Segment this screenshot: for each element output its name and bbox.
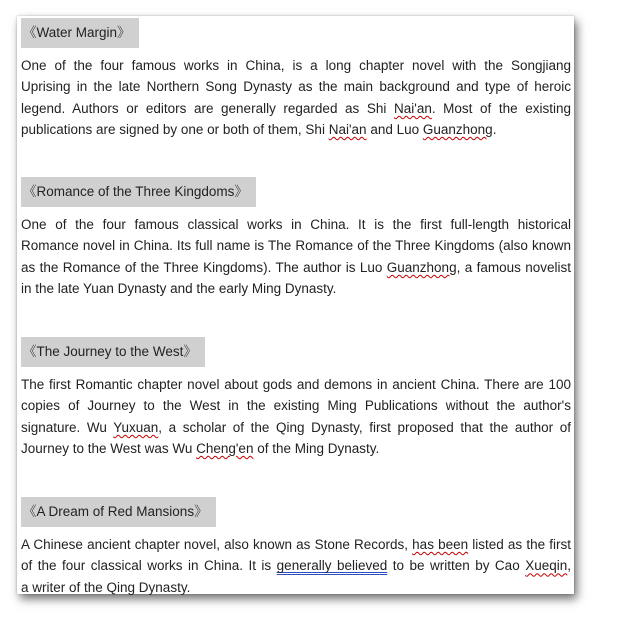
section-heading: 《Romance of the Three Kingdoms》 (21, 177, 256, 207)
paragraph-line: signature. Wu Yuxuan, a scholar of the Qing Dynasty, first proposed that the author of (21, 419, 571, 435)
spellcheck-word[interactable]: Nai'an (393, 100, 432, 116)
paragraph-line: legend. Authors or editors are generally regarded as Shi Nai'an. Most of the existing (21, 100, 571, 116)
section-heading: 《The Journey to the West》 (21, 337, 205, 367)
spellcheck-word[interactable]: has been (412, 537, 469, 552)
spellcheck-word[interactable]: Cheng'en (196, 441, 254, 457)
paragraph-line: Romance novel in China. Its full name is The Romance of the Three Kingdoms (also known (21, 238, 571, 254)
paragraph-line: as the Romance of the Three Kingdoms). The author is Luo Guanzhong, a famous novelist (21, 259, 571, 275)
paragraph-line: One of the four famous classical works in China. It is the first full-length historical (21, 217, 571, 232)
paragraph-line: Uprising in the late Northern Song Dynasty as the main background and type of heroic (21, 79, 571, 95)
paragraph-line: in the late Yuan Dynasty and the early Ming Dynasty. (21, 281, 337, 297)
spellcheck-word[interactable]: Guanzhong (422, 122, 493, 138)
spellcheck-word[interactable]: Nai'an (328, 122, 367, 138)
paragraph-line: publications are signed by one or both of them, Shi Nai'an and Luo Guanzhong. (21, 122, 497, 138)
paragraph-line: The first Romantic chapter novel about gods and demons in ancient China. There are 100 (21, 377, 571, 392)
paragraph-line: Journey to the West was Wu Cheng'en of the Ming Dynasty. (21, 441, 380, 457)
section-red-mansions (21, 497, 571, 598)
paragraph-line: a writer of the Qing Dynasty. (21, 579, 191, 595)
grammar-check-phrase[interactable]: generally believed (276, 558, 388, 574)
paragraph-line: copies of Journey to the West in the existing Ming Publications without the author's (21, 398, 571, 414)
section-heading: 《A Dream of Red Mansions》 (21, 497, 216, 527)
spellcheck-word[interactable]: Guanzhong (386, 259, 457, 275)
section-paragraph (21, 55, 571, 141)
spellcheck-word[interactable]: Yuxuan (113, 419, 159, 435)
paragraph-line: of the four classical works in China. It is generally believed to be written by Cao Xueqin, (21, 558, 571, 574)
section-paragraph (21, 214, 571, 300)
spellcheck-word[interactable]: Xueqin (525, 558, 568, 574)
section-paragraph (21, 374, 571, 460)
section-heading: 《Water Margin》 (21, 18, 139, 48)
section-water-margin (21, 18, 571, 141)
section-paragraph (21, 534, 571, 598)
section-three-kingdoms (21, 177, 571, 300)
paragraph-line: A Chinese ancient chapter novel, also known as Stone Records, has been listed as the first (21, 537, 571, 552)
document-page (17, 16, 574, 594)
paragraph-line: One of the four famous works in China, is a long chapter novel with the Songjiang (21, 58, 571, 73)
section-journey-west (21, 337, 571, 460)
